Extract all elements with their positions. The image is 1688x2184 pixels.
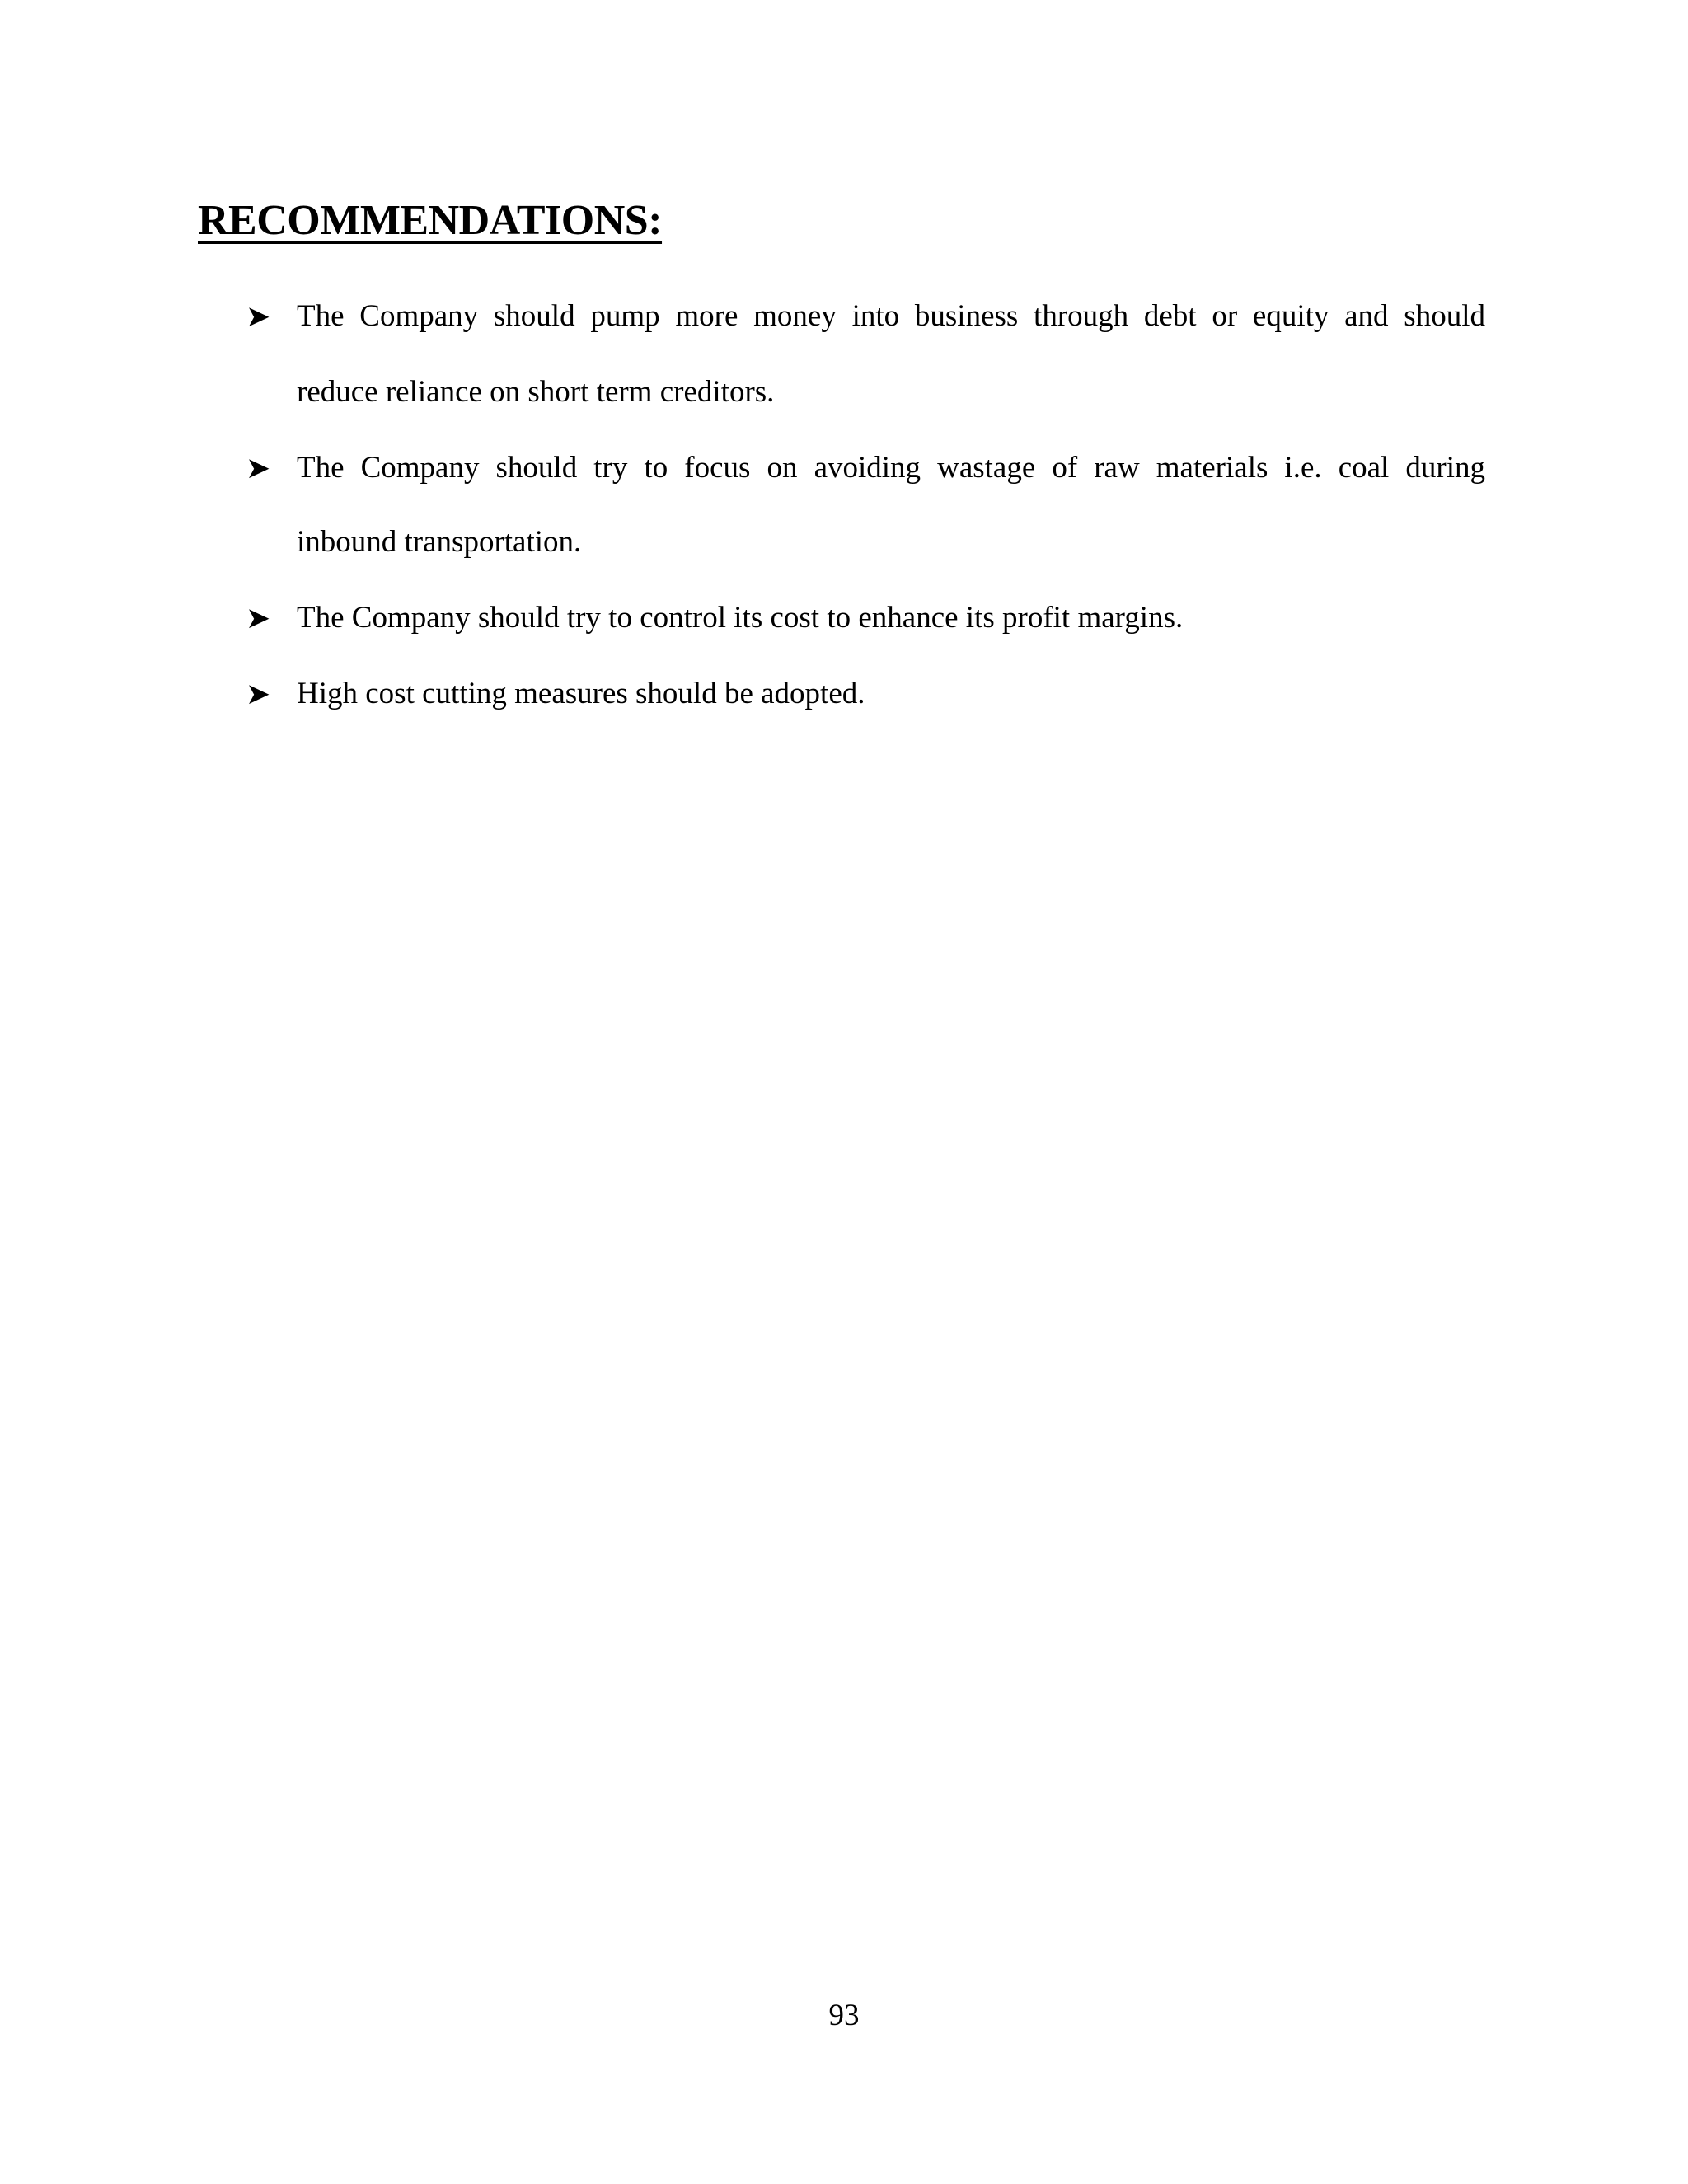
list-item-line: reduce reliance on short term creditors. xyxy=(297,375,775,409)
arrowhead-bullet-icon: ➤ xyxy=(246,300,271,333)
list-item-line: The Company should pump more money into business through debt or equity and should xyxy=(297,299,1485,333)
arrowhead-bullet-icon: ➤ xyxy=(246,602,271,635)
list-item-line: inbound transportation. xyxy=(297,525,582,559)
page-heading: RECOMMENDATIONS: xyxy=(198,197,663,244)
page-number: 93 xyxy=(828,1999,860,2032)
arrowhead-bullet-icon: ➤ xyxy=(246,677,271,710)
list-item-line: The Company should try to control its cost to enhance its profit margins. xyxy=(297,601,1184,635)
arrowhead-bullet-icon: ➤ xyxy=(246,452,271,485)
list-item-line: High cost cutting measures should be adopted. xyxy=(297,677,865,710)
list-item-line: The Company should try to focus on avoiding wastage of raw materials i.e. coal during xyxy=(297,451,1485,485)
